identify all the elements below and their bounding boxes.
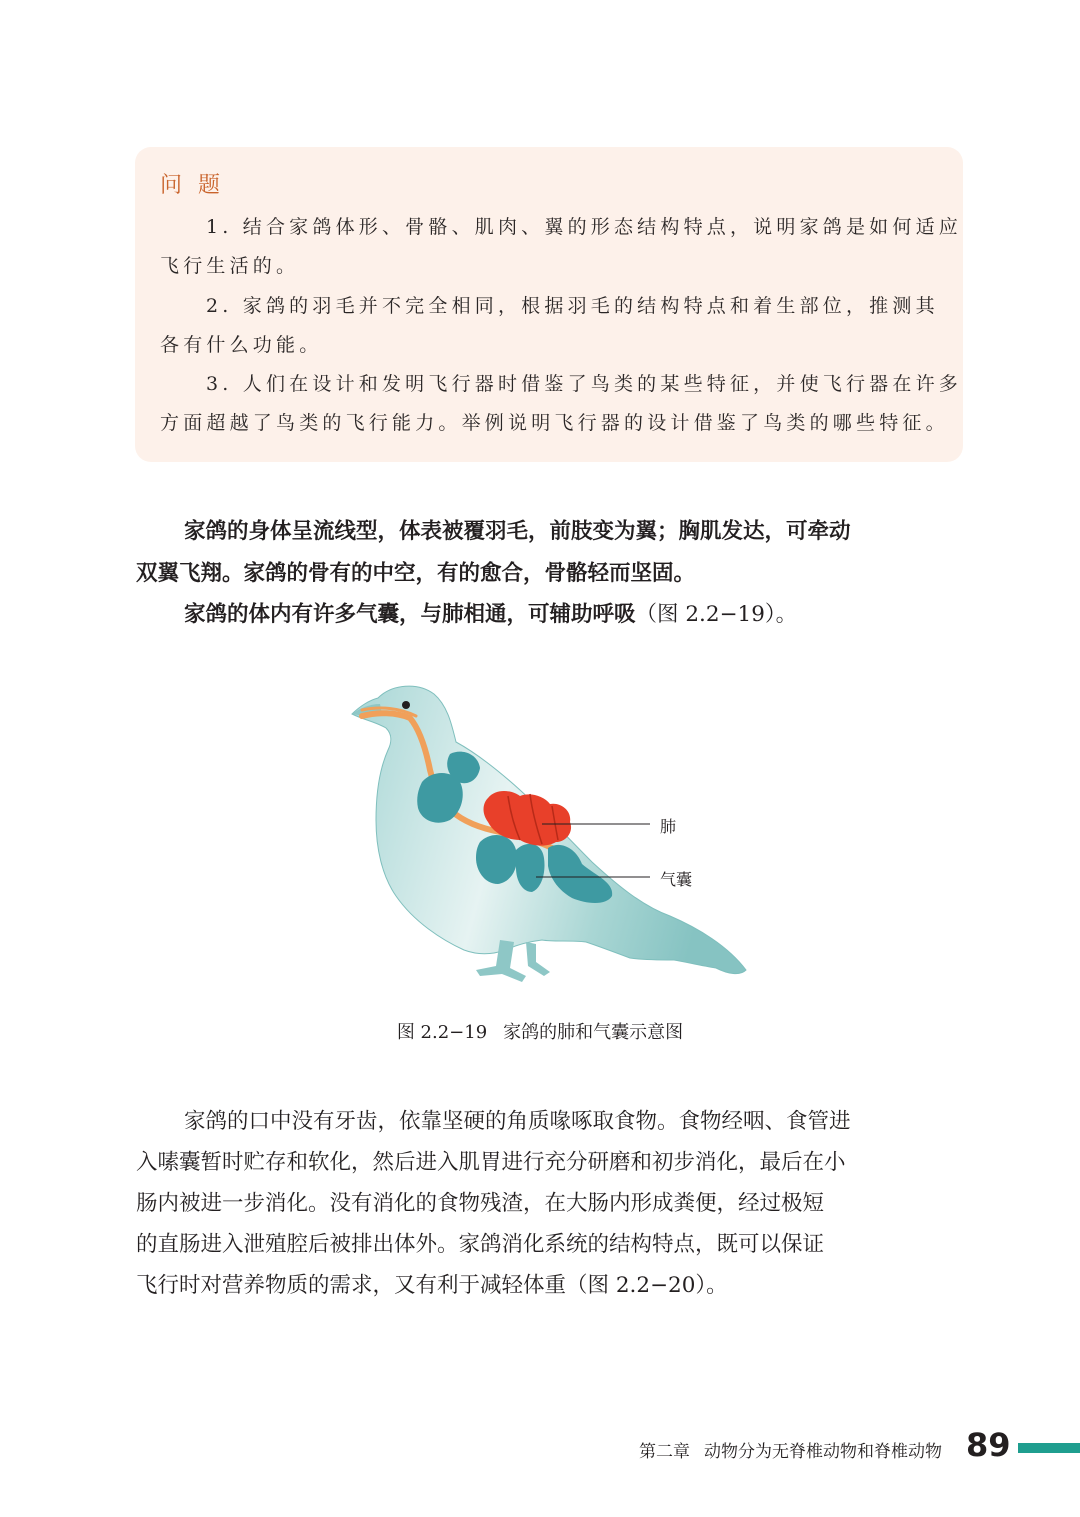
question-box-title: 问题 [160, 173, 237, 198]
label-lung: 肺 [660, 817, 677, 836]
footer-chapter-title: 动物分为无脊椎动物和脊椎动物 [704, 1442, 942, 1462]
pigeon-eye [402, 701, 410, 709]
paragraph-digestion-line: 的直肠进入泄殖腔后被排出体外。家鸽消化系统的结构特点，既可以保证 [136, 1232, 825, 1257]
paragraph-digestion-line: 家鸽的口中没有牙齿，依靠坚硬的角质喙啄取食物。食物经咽、食管进 [184, 1109, 851, 1134]
figure-reference: （图 2.2−19）。 [635, 602, 798, 627]
paragraph-digestion-line: 飞行时对营养物质的需求，又有利于减轻体重（图 2.2−20）。 [136, 1273, 728, 1298]
figure-caption [0, 1018, 1080, 1044]
paragraph-digestion-line: 入嗉囊暂时贮存和软化，然后进入肌胃进行充分研磨和初步消化，最后在小 [136, 1150, 846, 1175]
question-line: 2. 家鸽的羽毛并不完全相同，根据羽毛的结构特点和着生部位，推测其 [206, 295, 939, 317]
paragraph-air-sacs-text: 家鸽的体内有许多气囊，与肺相通，可辅助呼吸 [184, 602, 636, 627]
pigeon-figure [330, 670, 750, 1005]
paragraph-streamline-line1: 家鸽的身体呈流线型，体表被覆羽毛，前肢变为翼；胸肌发达，可牵动 [184, 519, 851, 544]
footer-chapter-number: 第二章 [639, 1442, 690, 1462]
paragraph-air-sacs [136, 594, 966, 636]
pigeon-leg [526, 942, 550, 976]
page-number: 89 [966, 1426, 1011, 1464]
page-accent-bar [1018, 1443, 1080, 1453]
question-line: 方面超越了鸟类的飞行能力。举例说明飞行器的设计借鉴了鸟类的哪些特征。 [160, 412, 949, 434]
figure-caption-text: 家鸽的肺和气囊示意图 [503, 1022, 684, 1043]
figure-caption-number: 图 2.2−19 [396, 1022, 488, 1043]
label-air-sac: 气囊 [660, 870, 693, 889]
paragraph-digestion-line: 肠内被进一步消化。没有消化的食物残渣，在大肠内形成粪便，经过极短 [136, 1191, 825, 1216]
footer-chapter [625, 1437, 942, 1462]
pigeon-illustration [330, 670, 750, 1005]
question-line: 各有什么功能。 [160, 334, 323, 356]
paragraph-streamline-line2: 双翼飞翔。家鸽的骨有的中空，有的愈合，骨骼轻而坚固。 [136, 561, 696, 586]
question-line: 3. 人们在设计和发明飞行器时借鉴了鸟类的某些特征，并使飞行器在许多 [206, 373, 962, 395]
question-line: 飞行生活的。 [160, 255, 300, 277]
question-line: 1. 结合家鸽体形、骨骼、肌肉、翼的形态结构特点，说明家鸽是如何适应 [206, 216, 962, 238]
